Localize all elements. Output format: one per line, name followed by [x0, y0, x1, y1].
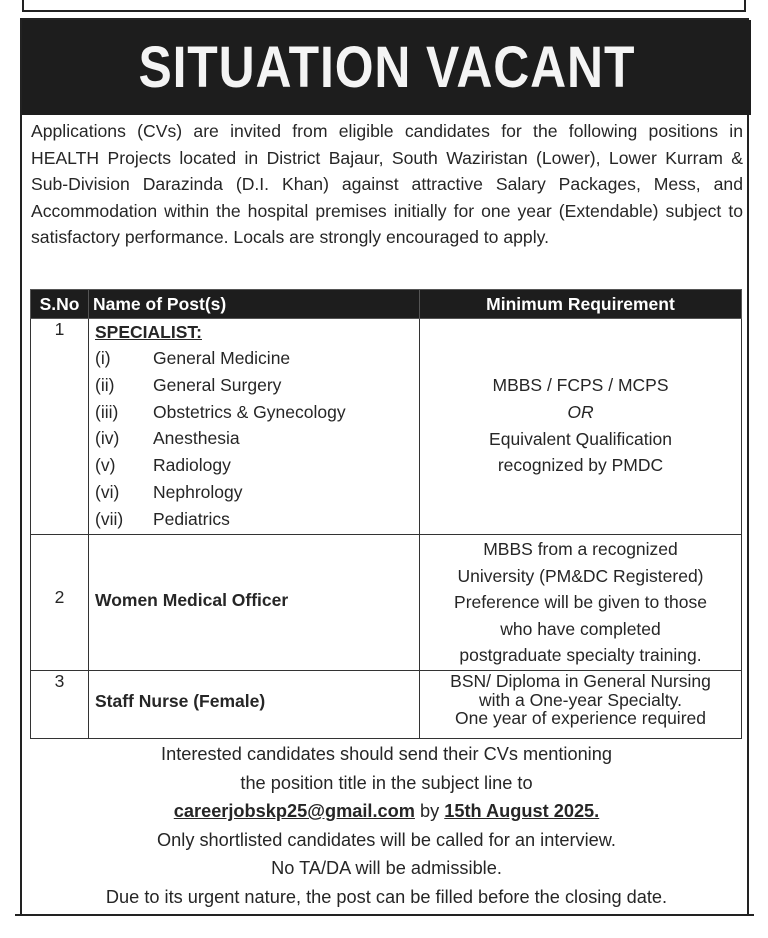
list-number: (iv) — [95, 428, 120, 449]
requirement-line: BSN/ Diploma in General Nursing — [450, 671, 711, 691]
requirement-line: One year of experience required — [455, 708, 706, 728]
footer-notice — [22, 740, 751, 911]
header-post: Name of Post(s) — [89, 290, 420, 319]
row-post-cell — [89, 319, 420, 535]
row-requirement-cell — [420, 319, 742, 535]
footer-line: Interested candidates should send their CVs mentioning — [161, 744, 612, 764]
row-requirement-cell — [420, 535, 742, 671]
row-post: SPECIALIST: — [95, 322, 202, 342]
list-label: Obstetrics & Gynecology — [153, 401, 346, 422]
list-item — [95, 506, 419, 533]
list-number: (i) — [95, 348, 111, 368]
list-number: (vii) — [95, 508, 124, 529]
requirement-line: Preference will be given to those — [454, 592, 707, 613]
page-title: SITUATION VACANT — [138, 35, 635, 100]
top-border — [22, 0, 746, 12]
bottom-border — [15, 914, 754, 924]
list-item — [95, 452, 419, 479]
footer-line: the position title in the subject line to — [240, 772, 533, 793]
requirement-line: who have completed — [500, 618, 661, 639]
list-item — [95, 399, 419, 426]
row-post-cell — [89, 535, 420, 671]
requirement-line: recognized by PMDC — [497, 455, 664, 476]
table-row — [31, 319, 742, 535]
footer-line: Only shortlisted candidates will be called for an interview. — [157, 829, 616, 850]
intro-paragraph: Applications (CVs) are invited from eligible candidates for the following positions in HEALTH Projects located in District Bajaur, South Waziristan (Lower), Lower Kurram & Sub-Division Darazinda (D.I. Khan) against attractive Salary Packages, Mess, and Accommodation within the hospital premises initially for one year (Extendable) subject to satisfactory performance. Locals are strongly encouraged to apply. — [31, 121, 743, 248]
list-label: Radiology — [153, 455, 231, 476]
heading-banner — [22, 20, 751, 115]
email-link[interactable]: careerjobskp25@gmail.com — [173, 801, 415, 821]
table-row — [31, 671, 742, 739]
header-requirement: Minimum Requirement — [420, 290, 742, 319]
positions-table — [30, 289, 742, 739]
deadline-date: 15th August 2025. — [444, 801, 600, 821]
requirement-or: OR — [567, 401, 594, 422]
footer-line: No TA/DA will be admissible. — [271, 858, 502, 878]
row-post: Staff Nurse (Female) — [95, 691, 266, 711]
list-number: (ii) — [95, 374, 115, 395]
list-label: Pediatrics — [153, 508, 230, 529]
row-sno: 3 — [31, 671, 89, 739]
row-sno: 1 — [31, 319, 89, 535]
requirement-line: MBBS from a recognized — [483, 539, 678, 559]
list-label: General Medicine — [153, 348, 291, 368]
row-sno-cell — [31, 535, 89, 671]
footer-contact-line — [22, 797, 751, 826]
requirement-line: Equivalent Qualification — [489, 428, 672, 449]
footer-by: by — [414, 801, 445, 821]
list-item — [95, 425, 419, 452]
requirement-line: University (PM&DC Registered) — [457, 565, 704, 586]
requirement-line: MBBS / FCPS / MCPS — [492, 375, 669, 395]
list-item — [95, 345, 419, 372]
requirement-line: with a One-year Specialty. — [479, 689, 682, 710]
row-post: Women Medical Officer — [95, 590, 289, 610]
list-item — [95, 479, 419, 506]
list-number: (v) — [95, 455, 116, 476]
footer-line: Due to its urgent nature, the post can be filled before the closing date. — [105, 886, 668, 907]
row-post-cell — [89, 671, 420, 739]
list-item — [95, 372, 419, 399]
list-number: (iii) — [95, 401, 119, 422]
list-number: (vi) — [95, 481, 120, 502]
row-sno: 2 — [54, 587, 65, 607]
list-label: Anesthesia — [153, 428, 240, 449]
row-requirement-cell — [420, 671, 742, 739]
header-sno: S.No — [31, 290, 89, 319]
table-header-row — [31, 290, 742, 319]
table-row — [31, 535, 742, 671]
requirement-line: postgraduate specialty training. — [459, 645, 702, 666]
list-label: Nephrology — [153, 481, 243, 502]
list-label: General Surgery — [153, 374, 282, 395]
